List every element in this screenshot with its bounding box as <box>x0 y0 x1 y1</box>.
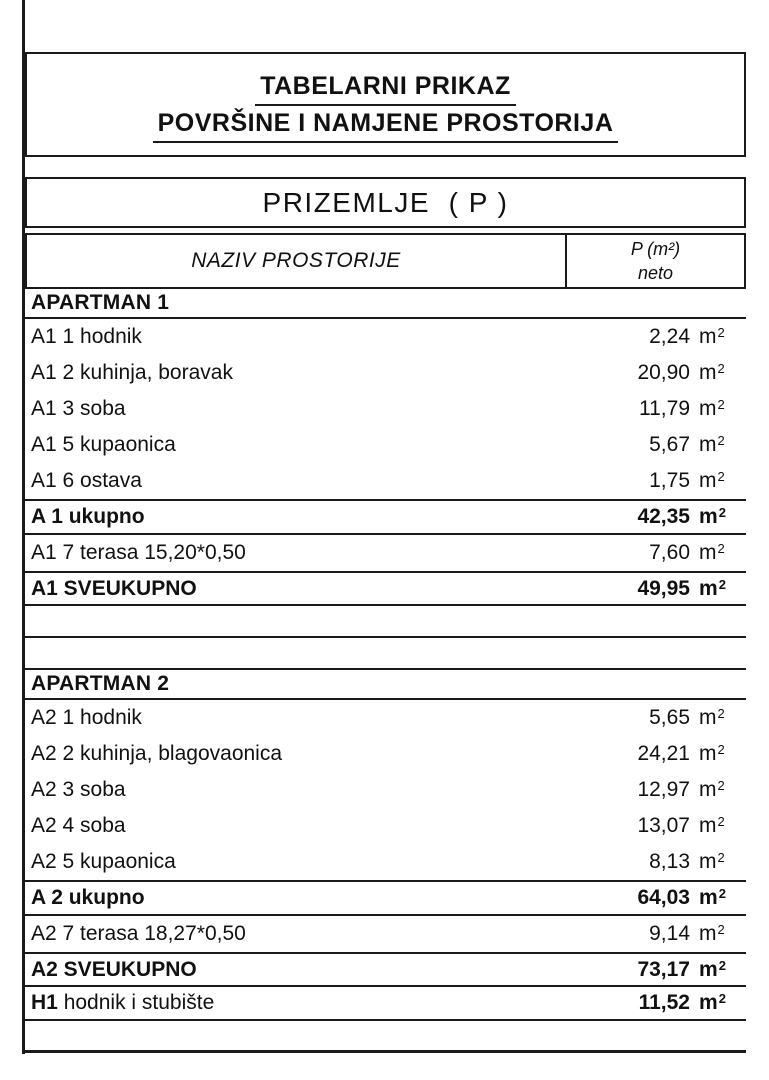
title-block <box>25 52 746 157</box>
row-label: A1 3 soba <box>31 397 126 420</box>
table-row <box>23 844 746 880</box>
floor-label: PRIZEMLJE ( P ) <box>262 186 509 218</box>
table-rows <box>23 289 746 1053</box>
row-area-value: 5,67 <box>649 433 690 456</box>
row-area-unit: $m^2$ <box>699 957 726 981</box>
table-row <box>23 808 746 844</box>
row-area-unit: $m^2$ <box>699 991 726 1014</box>
row-label: A2 7 terasa 18,27*0,50 <box>31 922 246 945</box>
table-row <box>23 427 746 463</box>
header-name-column <box>27 235 567 287</box>
row-area-value: 12,97 <box>637 778 690 801</box>
row-area-value: 11,79 <box>639 397 690 420</box>
row-area-unit: $m^2$ <box>699 361 725 384</box>
table-row <box>23 535 746 571</box>
row-area-unit: $m^2$ <box>699 505 726 528</box>
row-label: A1 5 kupaonica <box>31 433 176 456</box>
header-area-label: P (m²) <box>630 239 681 259</box>
row-area-unit: $m^2$ <box>699 778 725 801</box>
table-row <box>23 391 746 427</box>
row-area-unit: $m^2$ <box>699 397 725 420</box>
row-area-value: 1,75 <box>649 469 690 492</box>
row-area-unit: $m^2$ <box>699 850 725 873</box>
table-header-row <box>25 233 746 289</box>
header-area-sublabel: neto <box>637 263 674 283</box>
row-area-unit: $m^2$ <box>699 541 725 564</box>
table-row <box>23 319 746 355</box>
row-label: A2 2 kuhinja, blagovaonica <box>31 742 283 765</box>
row-area-unit: $m^2$ <box>699 325 725 348</box>
table-row <box>23 638 746 670</box>
table-row <box>23 571 746 606</box>
row-label: H1 hodnik i stubište <box>31 991 215 1014</box>
table-row <box>23 952 746 987</box>
row-label: A2 5 kupaonica <box>31 850 176 873</box>
row-label: A1 2 kuhinja, boravak <box>31 361 233 384</box>
row-area-unit: $m^2$ <box>699 433 725 456</box>
document-title-line1-text: TABELARNI PRIKAZ <box>255 72 516 106</box>
table-row <box>23 736 746 772</box>
row-area-unit: $m^2$ <box>699 469 725 492</box>
row-area-value: 2,24 <box>649 325 690 348</box>
row-area-unit: $m^2$ <box>699 814 725 837</box>
row-area-unit: $m^2$ <box>699 886 726 909</box>
header-area-column <box>567 235 744 287</box>
table-row <box>23 700 746 736</box>
table-row <box>23 355 746 391</box>
row-label: A1 7 terasa 15,20*0,50 <box>31 541 246 564</box>
row-label: A 1 ukupno <box>31 505 145 528</box>
row-label: A2 SVEUKUPNO <box>31 957 197 981</box>
table-row <box>23 772 746 808</box>
row-label: APARTMAN 1 <box>31 291 170 314</box>
row-area-unit: $m^2$ <box>699 922 725 945</box>
row-area-unit: $m^2$ <box>699 706 725 729</box>
row-label: A 2 ukupno <box>31 886 145 909</box>
floor-block <box>25 177 746 228</box>
row-area-unit: $m^2$ <box>699 742 725 765</box>
row-area-value: 73,17 <box>637 957 690 981</box>
row-area-unit: $m^2$ <box>699 576 726 600</box>
row-label: A2 1 hodnik <box>31 706 142 729</box>
row-label: A2 4 soba <box>31 814 126 837</box>
row-area-value: 9,14 <box>649 922 690 945</box>
row-label: A1 SVEUKUPNO <box>31 576 197 600</box>
table-row <box>23 289 746 319</box>
table-row <box>23 606 746 638</box>
table-row <box>23 916 746 952</box>
table-row <box>23 987 746 1021</box>
row-label: A1 1 hodnik <box>31 325 142 348</box>
row-area-value: 11,52 <box>638 991 690 1014</box>
row-area-value: 5,65 <box>649 706 690 729</box>
row-area-value: 42,35 <box>637 505 690 528</box>
table-row <box>23 670 746 700</box>
table-row <box>23 499 746 535</box>
row-area-value: 24,21 <box>637 742 690 765</box>
row-area-value: 7,60 <box>649 541 690 564</box>
row-label: A1 6 ostava <box>31 469 142 492</box>
row-label: A2 3 soba <box>31 778 126 801</box>
document-title-line1 <box>255 72 516 101</box>
header-name-label: NAZIV PROSTORIJE <box>191 249 401 272</box>
table-row <box>23 463 746 499</box>
row-area-value: 64,03 <box>637 886 690 909</box>
row-area-value: 20,90 <box>637 361 690 384</box>
table-row <box>23 1021 746 1050</box>
document-title-line2 <box>153 109 619 138</box>
row-label: APARTMAN 2 <box>31 672 170 695</box>
document-title-line2-text: POVRŠINE I NAMJENE PROSTORIJA <box>153 109 619 143</box>
row-area-value: 49,95 <box>637 576 690 600</box>
row-area-value: 8,13 <box>649 850 690 873</box>
table-row <box>23 880 746 916</box>
row-area-value: 13,07 <box>637 814 690 837</box>
